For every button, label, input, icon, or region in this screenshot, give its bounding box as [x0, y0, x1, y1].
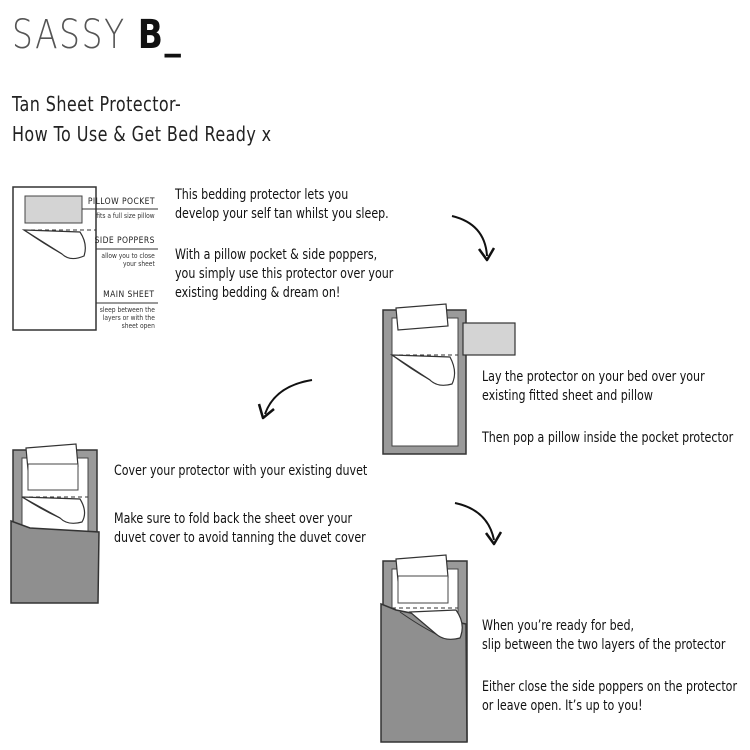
label-pillow-pocket: PILLOW POCKET [87, 197, 155, 207]
step1-paragraph-2: Then pop a pillow inside the pocket protector [482, 430, 734, 446]
step2-text-line: Make sure to fold back the sheet over your [114, 511, 353, 527]
step3-text-line: When you’re ready for bed, [482, 618, 635, 634]
label-side-poppers-desc-line: allow you to close [101, 252, 155, 260]
step2-paragraph-1: Cover your protector with your existing duvet [114, 463, 368, 479]
step2-text-line: duvet cover to avoid tanning the duvet cover [114, 530, 366, 546]
step3-text-line: or leave open. It’s up to you! [482, 698, 643, 714]
label-side-poppers: SIDE POPPERS [94, 236, 155, 246]
title-line-1: Tan Sheet Protector- [12, 92, 182, 116]
label-side-poppers-desc-line: your sheet [123, 260, 155, 268]
label-main-sheet-desc-line: layers or with the [102, 314, 155, 322]
label-main-sheet-desc-line: sheet open [121, 322, 155, 330]
brand-name-dark: B_ [137, 12, 183, 58]
step3-text-line: Either close the side poppers on the protector [482, 679, 738, 695]
brand-name-light: SASSY [12, 12, 138, 58]
intro-text-line: With a pillow pocket & side poppers, [175, 247, 378, 263]
intro-text-line: develop your self tan whilst you sleep. [175, 206, 389, 222]
intro-text-line: you simply use this protector over your [175, 266, 394, 282]
step3-text-line: slip between the two layers of the protector [482, 637, 726, 653]
title-line-2: How To Use & Get Bed Ready x [12, 122, 272, 146]
step1-text-line: Lay the protector on your bed over your [482, 369, 705, 385]
label-main-sheet-desc-line: sleep between the [99, 306, 155, 314]
label-pillow-pocket-desc: fits a full size pillow [96, 212, 155, 220]
step3-paragraph-1 [482, 617, 725, 655]
label-main-sheet: MAIN SHEET [103, 290, 155, 300]
intro-text-line: This bedding protector lets you [175, 187, 349, 203]
intro-text-line: existing bedding & dream on! [175, 285, 341, 301]
step1-text-line: existing fitted sheet and pillow [482, 388, 653, 404]
step3-paragraph-2 [482, 678, 737, 716]
